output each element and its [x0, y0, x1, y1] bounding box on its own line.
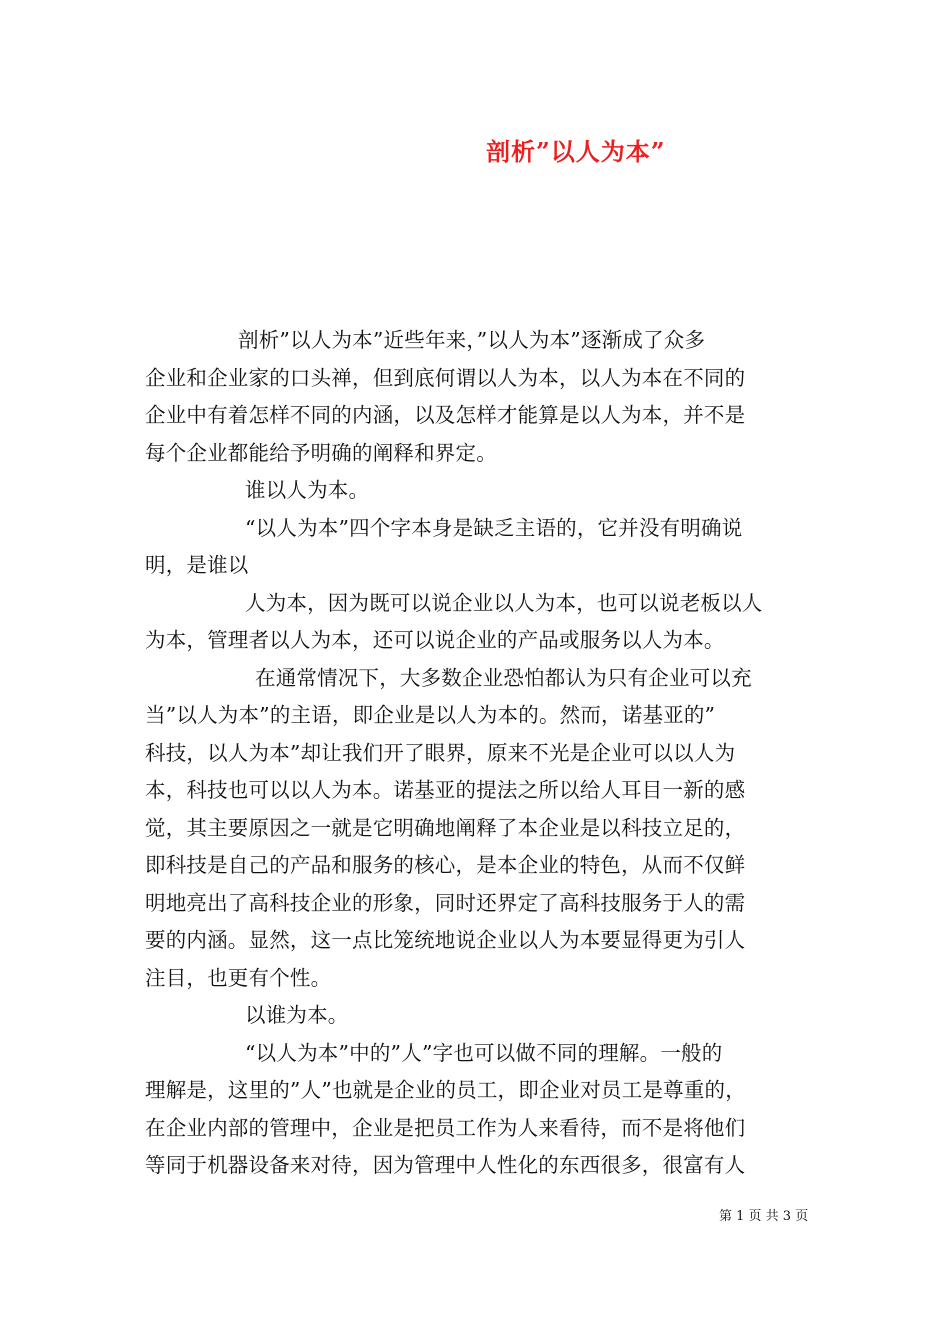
- text-line: 等同于机器设备来对待，因为管理中人性化的东西很多，很富有人: [145, 1153, 746, 1177]
- text-line: “以人为本”中的”人”字也可以做不同的理解。一般的: [245, 1040, 723, 1065]
- text-line: 当”以人为本”的主语，即企业是以人为本的。然而，诺基亚的”: [145, 703, 716, 727]
- text-line: 觉，其主要原因之一就是它明确地阐释了本企业是以科技立足的，: [145, 815, 746, 840]
- text-line: 企业和企业家的口头禅，但到底何谓以人为本，以人为本在不同的: [145, 365, 746, 390]
- text-line: 企业中有着怎样不同的内涵，以及怎样才能算是以人为本，并不是: [145, 403, 746, 427]
- page-footer: 第 1 页 共 3 页: [719, 1209, 809, 1224]
- text-line: 本，科技也可以以人为本。诺基亚的提法之所以给人耳目一新的感: [145, 778, 746, 802]
- text-line: 在企业内部的管理中，企业是把员工作为人来看待，而不是将他们: [145, 1115, 746, 1140]
- text-line: 科技，以人为本”却让我们开了眼界，原来不光是企业可以以人为: [145, 740, 736, 765]
- text-line: 理解是，这里的”人”也就是企业的员工，即企业对员工是尊重的，: [145, 1078, 746, 1102]
- text-line: 人为本，因为既可以说企业以人为本，也可以说老板以人: [245, 590, 763, 615]
- text-line: 在通常情况下，大多数企业恐怕都认为只有企业可以充: [255, 665, 752, 690]
- section-heading: 谁以人为本。: [245, 478, 370, 502]
- text-line: 要的内涵。显然，这一点比笼统地说企业以人为本要显得更为引人: [145, 928, 746, 952]
- document-title: 剖析”以人为本”: [486, 137, 666, 166]
- text-line: 剖析”以人为本”近些年来，”以人为本”逐渐成了众多: [238, 328, 706, 352]
- text-line: 明，是谁以: [145, 553, 249, 577]
- text-line: 明地亮出了高科技企业的形象，同时还界定了高科技服务于人的需: [145, 890, 746, 915]
- text-line: 注目，也更有个性。: [145, 965, 332, 990]
- text-line: 即科技是自己的产品和服务的核心，是本企业的特色，从而不仅鲜: [145, 853, 746, 877]
- document-body: [145, 322, 813, 1185]
- text-line: 为本，管理者以人为本，还可以说企业的产品或服务以人为本。: [145, 628, 725, 652]
- text-line: “以人为本”四个字本身是缺乏主语的，它并没有明确说: [245, 515, 743, 540]
- section-heading: 以谁为本。: [245, 1003, 349, 1027]
- text-line: 每个企业都能给予明确的阐释和界定。: [145, 440, 497, 465]
